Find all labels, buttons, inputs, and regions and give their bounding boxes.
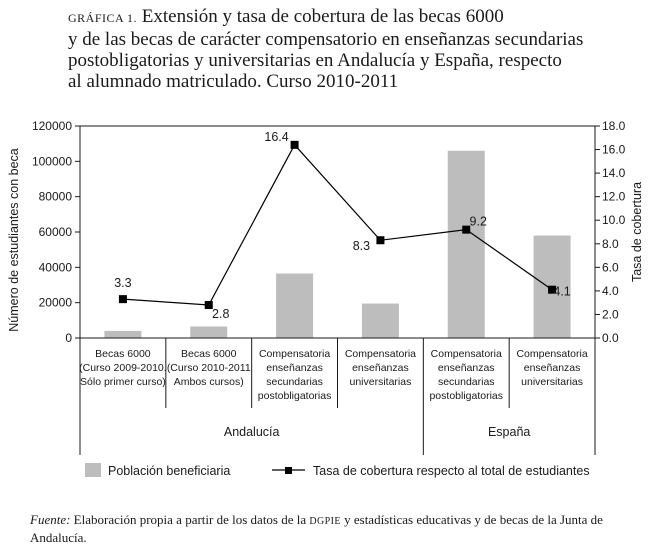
category-label: postobligatorias: [429, 390, 504, 402]
plot-frame: [80, 126, 595, 338]
right-tick-label: 2.0: [602, 307, 619, 322]
bar-1: [190, 327, 227, 338]
category-label: Compensatoria: [344, 348, 417, 360]
left-tick-label: 20000: [38, 295, 72, 310]
legend-line-label: Tasa de cobertura respecto al total de estudiantes: [313, 464, 590, 478]
category-label: universitarias: [521, 376, 584, 388]
left-tick-label: 40000: [38, 260, 72, 275]
category-label: Ambos cursos): [173, 376, 244, 388]
left-tick-label: 60000: [38, 225, 72, 239]
source-note: [30, 512, 630, 546]
coverage-marker-2: [291, 141, 299, 149]
category-label: Compensatoria: [516, 348, 588, 360]
coverage-line: [123, 145, 552, 305]
legend-bar-swatch: [85, 463, 101, 477]
right-tick-label: 14.0: [602, 166, 626, 181]
right-tick-label: 18.0: [602, 119, 626, 133]
coverage-data-label: 3.3: [114, 276, 132, 291]
category-label: (Curso 2009-2010.: [79, 362, 167, 374]
category-label: universitarias: [349, 376, 412, 388]
left-tick-label: 120000: [31, 119, 72, 133]
right-tick-label: 12.0: [602, 189, 626, 204]
bar-0: [104, 331, 141, 338]
coverage-data-label: 4.1: [553, 284, 571, 299]
left-tick-label: 100000: [31, 154, 72, 169]
legend-bar-label: Población beneficiaria: [108, 464, 231, 478]
category-label: Becas 6000: [95, 348, 151, 360]
coverage-data-label: 8.3: [352, 239, 371, 254]
title-line-2: y de las becas de carácter compensatorio en enseñanzas secundarias: [68, 29, 584, 50]
right-tick-label: 0.0: [602, 331, 619, 345]
coverage-marker-0: [119, 295, 127, 303]
category-label: postobligatorias: [257, 390, 332, 402]
coverage-marker-3: [376, 236, 384, 244]
left-tick-label: 0: [65, 331, 72, 345]
legend-line-marker: [285, 467, 292, 474]
title-line-3: postobligatorias y universitarias en Andalucía y España, respecto: [68, 50, 562, 71]
category-label: enseñanzas: [523, 362, 581, 374]
right-tick-label: 10.0: [602, 213, 626, 228]
category-label: enseñanzas: [266, 362, 323, 374]
category-label: secundarias: [266, 376, 323, 388]
right-tick-label: 4.0: [602, 283, 619, 298]
coverage-data-label: 16.4: [264, 129, 289, 144]
category-label: Compensatoria: [258, 348, 331, 360]
source-label: Fuente:: [30, 512, 71, 527]
bar-3: [362, 304, 399, 338]
source-text-before: Elaboración propia a partir de los datos de la: [70, 512, 310, 527]
right-tick-label: 16.0: [602, 142, 626, 157]
coverage-data-label: 9.2: [469, 214, 487, 229]
category-label: Sólo primer curso): [80, 376, 166, 388]
coverage-data-label: 2.8: [212, 307, 230, 322]
right-tick-label: 6.0: [602, 260, 619, 275]
bar-4: [448, 151, 485, 338]
right-tick-label: 8.0: [602, 236, 619, 251]
group-label-España: España: [487, 425, 531, 439]
category-label: enseñanzas: [437, 362, 495, 374]
source-text-after: y estadísticas educativas y de becas de la Junta de Andalucía.: [30, 512, 603, 545]
title-text-1: Extensión y tasa de cobertura de las becas 6000: [141, 6, 504, 27]
group-label-Andalucía: Andalucía: [223, 425, 280, 439]
right-axis-title: Tasa de cobertura: [630, 181, 644, 283]
left-tick-label: 80000: [38, 189, 72, 204]
title-line-4: al alumnado matriculado. Curso 2010-2011: [68, 71, 399, 92]
category-label: enseñanzas: [352, 362, 409, 374]
category-label: secundarias: [437, 376, 495, 388]
bar-2: [276, 274, 313, 338]
category-label: (Curso 2010-2011: [166, 362, 251, 374]
category-label: Compensatoria: [430, 348, 502, 360]
category-label: Becas 6000: [181, 348, 237, 360]
left-axis-title: Número de estudiantes con beca: [7, 148, 21, 332]
source-acronym: DGPIE: [309, 516, 341, 527]
title-prefix: GRÁFICA 1.: [68, 11, 138, 25]
